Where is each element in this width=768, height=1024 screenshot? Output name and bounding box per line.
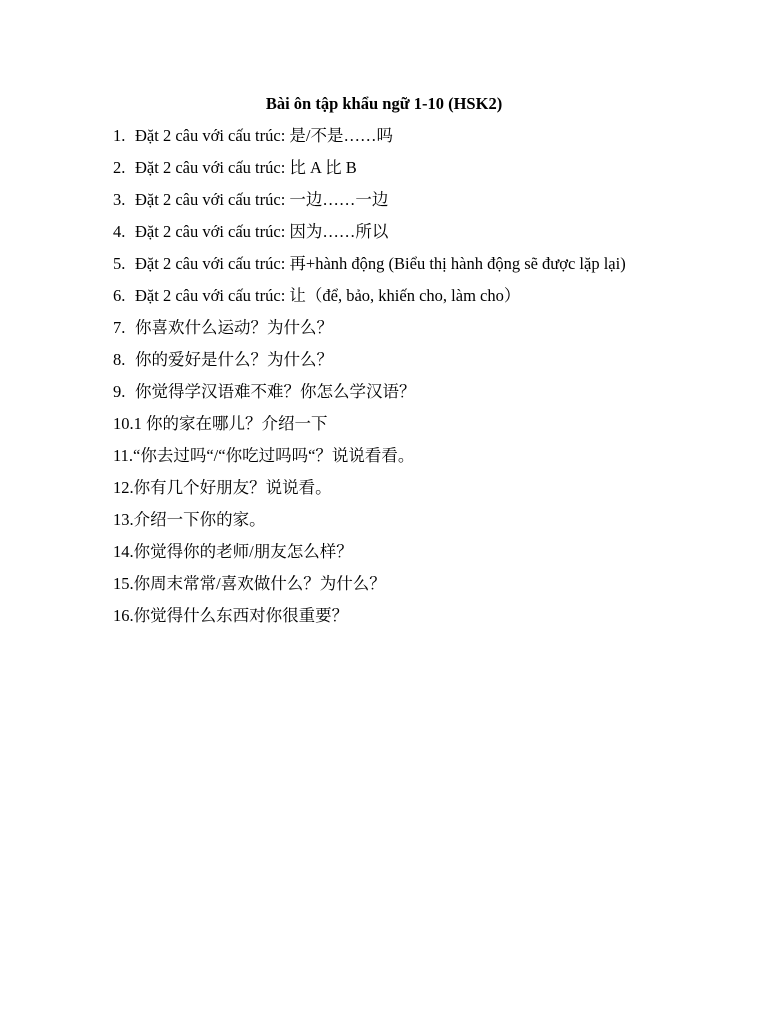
list-item [113, 286, 713, 318]
item-number: 5. [113, 254, 126, 273]
item-number: 15. [113, 574, 134, 593]
item-number: 16. [113, 606, 134, 625]
item-text: 你有几个好朋友？说说看。 [133, 478, 332, 497]
item-number: 6. [113, 286, 126, 305]
item-text: Đặt 2 câu với cấu trúc: 再+hành động (Biểu thị hành động sẽ được lặp lại) [135, 254, 626, 273]
item-number: 2. [113, 158, 126, 177]
item-text: 你觉得你的老师/朋友怎么样？ [133, 542, 353, 561]
list-item [113, 446, 713, 478]
document-title: Bài ôn tập khẩu ngữ 1-10 (HSK2) [265, 94, 503, 113]
item-text: 你觉得什么东西对你很重要？ [133, 606, 349, 625]
list-item [113, 318, 713, 350]
item-text: 介绍一下你的家。 [133, 510, 266, 529]
item-number: 12. [113, 478, 134, 497]
item-text: Đặt 2 câu với cấu trúc: 是/不是……吗 [135, 126, 393, 145]
list-item [113, 350, 713, 382]
item-number: 14. [113, 542, 134, 561]
item-text: Đặt 2 câu với cấu trúc: 让（để, bảo, khiến cho, làm cho） [135, 286, 521, 305]
item-text: 你觉得学汉语难不难？你怎么学汉语？ [135, 382, 416, 401]
list-item [113, 606, 713, 638]
list-item [113, 478, 713, 510]
list-item [113, 126, 713, 158]
list-item [113, 542, 713, 574]
list-item [113, 414, 713, 446]
item-number: 1. [113, 126, 126, 145]
item-number: 8. [113, 350, 126, 369]
item-text: “你去过吗“/“你吃过吗吗“？说说看看。 [133, 446, 415, 465]
item-number: 11. [113, 446, 134, 465]
item-text: 你的爱好是什么？为什么？ [135, 350, 333, 369]
item-number: 4. [113, 222, 126, 241]
item-text: Đặt 2 câu với cấu trúc: 因为……所以 [135, 222, 389, 241]
list-item [113, 510, 713, 542]
list-item [113, 158, 713, 190]
item-text: 你喜欢什么运动？为什么？ [135, 318, 333, 337]
item-number: 7. [113, 318, 126, 337]
item-text: 1 你的家在哪儿？介绍一下 [133, 414, 328, 433]
item-text: Đặt 2 câu với cấu trúc: 比 A 比 B [135, 158, 357, 177]
item-text: Đặt 2 câu với cấu trúc: 一边……一边 [135, 190, 389, 209]
list-item [113, 190, 713, 222]
item-text: 你周末常常/喜欢做什么？为什么？ [133, 574, 386, 593]
item-number: 9. [113, 382, 126, 401]
list-item [113, 254, 713, 286]
list-item [113, 574, 713, 606]
list-item [113, 222, 713, 254]
question-list [113, 126, 713, 638]
item-number: 3. [113, 190, 126, 209]
list-item [113, 382, 713, 414]
item-number: 13. [113, 510, 134, 529]
item-number: 10. [113, 414, 134, 433]
